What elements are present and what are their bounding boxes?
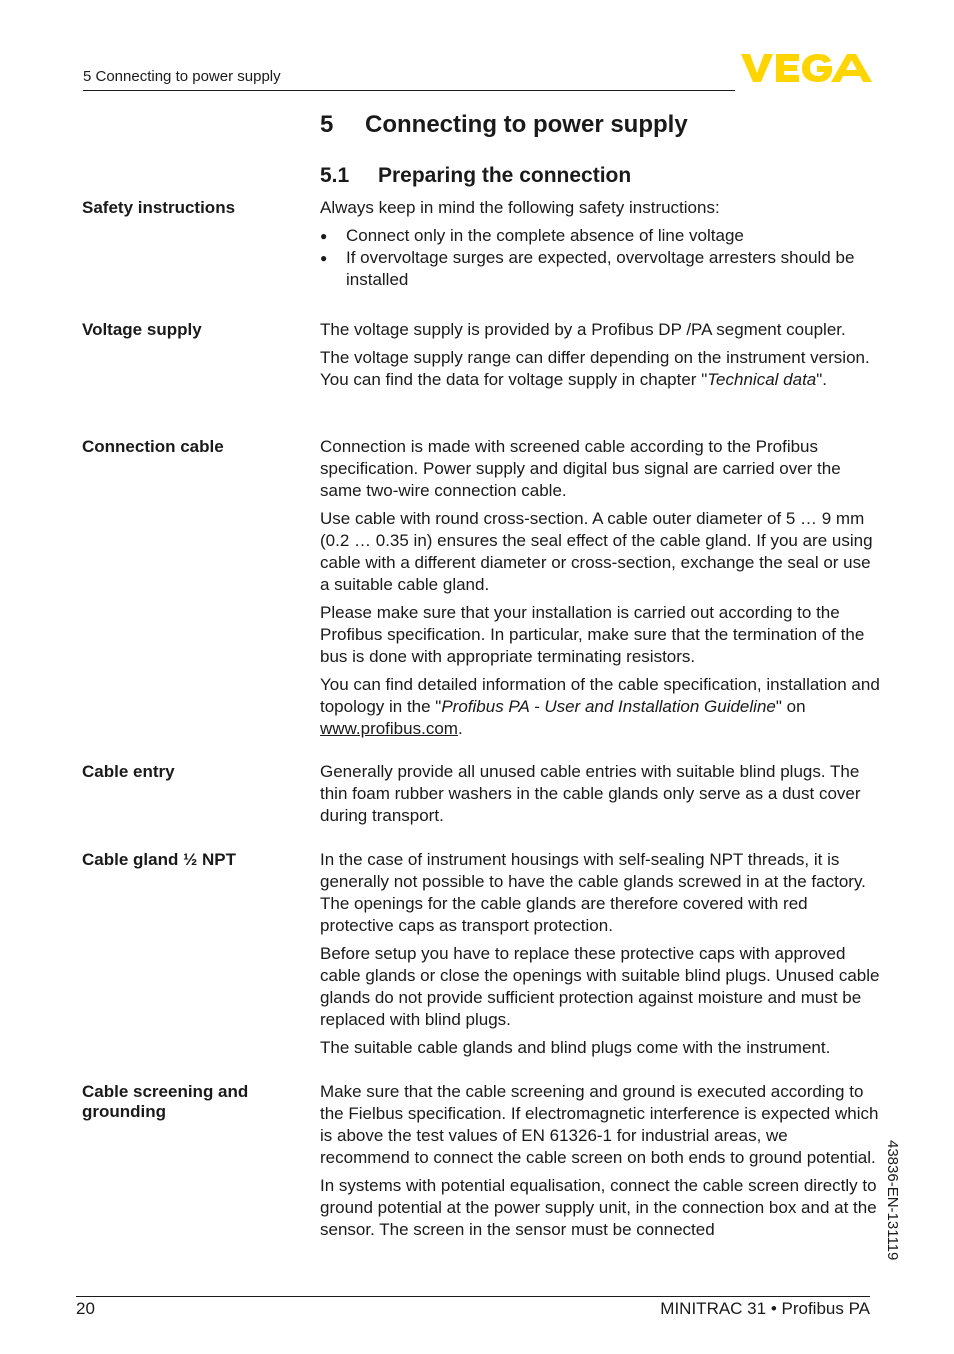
screening-paragraph: Make sure that the cable screening and ground is executed according to the Fielbus specification. If electromagnetic interference is expected which is above the test values of EN 61326-1 for industrial areas, we recommend to connect the cable screen on both ends to ground potential. — [320, 1082, 879, 1167]
gland-paragraph: The suitable cable glands and blind plugs come with the instrument. — [320, 1038, 831, 1057]
section-number: 5.1 — [320, 164, 350, 187]
voltage-block — [320, 319, 885, 397]
cable-paragraph: Connection is made with screened cable according to the Profibus specification. Power supply and digital bus signal are carried over the same two-wire connection cable. — [320, 437, 841, 500]
safety-bullet: ● Connect only in the complete absence of line voltage — [320, 225, 880, 247]
safety-bullet: ● If overvoltage surges are expected, overvoltage arresters should be installed — [320, 247, 880, 291]
section-heading — [320, 164, 631, 188]
gland-paragraph: Before setup you have to replace these protective caps with approved cable glands or close the openings with suitable blind plugs. Unused cable glands do not provide sufficient protection against moisture and must be replaced with blind plugs. — [320, 944, 880, 1029]
document-id: 43836-EN-131119 — [884, 1140, 901, 1261]
cable-block — [320, 436, 880, 746]
section-title: Preparing the connection — [378, 164, 632, 187]
gland-block — [320, 849, 880, 1065]
guideline-reference: Profibus PA - User and Installation Guideline — [441, 697, 776, 716]
chapter-title: Connecting to power supply — [365, 111, 688, 138]
product-name: MINITRAC 31 • Profibus PA — [660, 1299, 870, 1318]
safety-list — [320, 225, 880, 291]
sidebar-label-screening: Cable screening and grounding — [82, 1082, 249, 1121]
cable-paragraph: Use cable with round cross-section. A cable outer diameter of 5 … 9 mm (0.2 … 0.35 in) ensures the seal effect of the cable gland. If you are using cable with a different diameter or cross-section, exchange the seal or use a suitable cable gland. — [320, 509, 873, 594]
gland-paragraph: In the case of instrument housings with self-sealing NPT threads, it is generally not possible to have the cable glands screwed in at the factory. The openings for the cable glands are therefore covered with red protective caps as transport protection. — [320, 850, 866, 935]
chapter-heading — [320, 111, 688, 139]
running-header: 5 Connecting to power supply — [83, 68, 281, 85]
footer-rule — [76, 1296, 870, 1297]
header-rule — [83, 90, 735, 91]
sidebar-label-entry: Cable entry — [82, 762, 175, 781]
entry-paragraph: Generally provide all unused cable entries with suitable blind plugs. The thin foam rubber washers in the cable glands only serve as a dust cover during transport. — [320, 762, 861, 825]
voltage-paragraph: The voltage supply range can differ depending on the instrument version. You can find the data for voltage supply in chapter "Technical data". — [320, 348, 870, 389]
screening-paragraph: In systems with potential equalisation, connect the cable screen directly to ground potential at the power supply unit, in the connection box and at the sensor. The screen in the sensor must be connected — [320, 1176, 877, 1239]
page-number: 20 — [76, 1299, 95, 1318]
sidebar-label-cable: Connection cable — [82, 437, 224, 456]
chapter-number: 5 — [320, 111, 334, 138]
cable-paragraph: Please make sure that your installation is carried out according to the Profibus specification. In particular, make sure that the termination of the bus is done with appropriate terminating resistors. — [320, 603, 865, 666]
entry-block — [320, 761, 880, 833]
screening-block — [320, 1081, 880, 1247]
profibus-link[interactable]: www.profibus.com — [320, 719, 458, 738]
sidebar-label-voltage: Voltage supply — [82, 320, 202, 339]
safety-intro: Always keep in mind the following safety instructions: — [320, 198, 720, 217]
safety-block — [320, 197, 880, 291]
chapter-reference: Technical data — [707, 370, 817, 389]
voltage-paragraph: The voltage supply is provided by a Profibus DP /PA segment coupler. — [320, 320, 846, 339]
sidebar-label-gland: Cable gland ½ NPT — [82, 850, 236, 869]
cable-paragraph: You can find detailed information of the cable specification, installation and topology in the "Profibus PA - User and Installation Guideline" on www.profibus.com. — [320, 675, 880, 738]
sidebar-label-safety: Safety instructions — [82, 198, 236, 217]
vega-logo — [741, 52, 872, 84]
